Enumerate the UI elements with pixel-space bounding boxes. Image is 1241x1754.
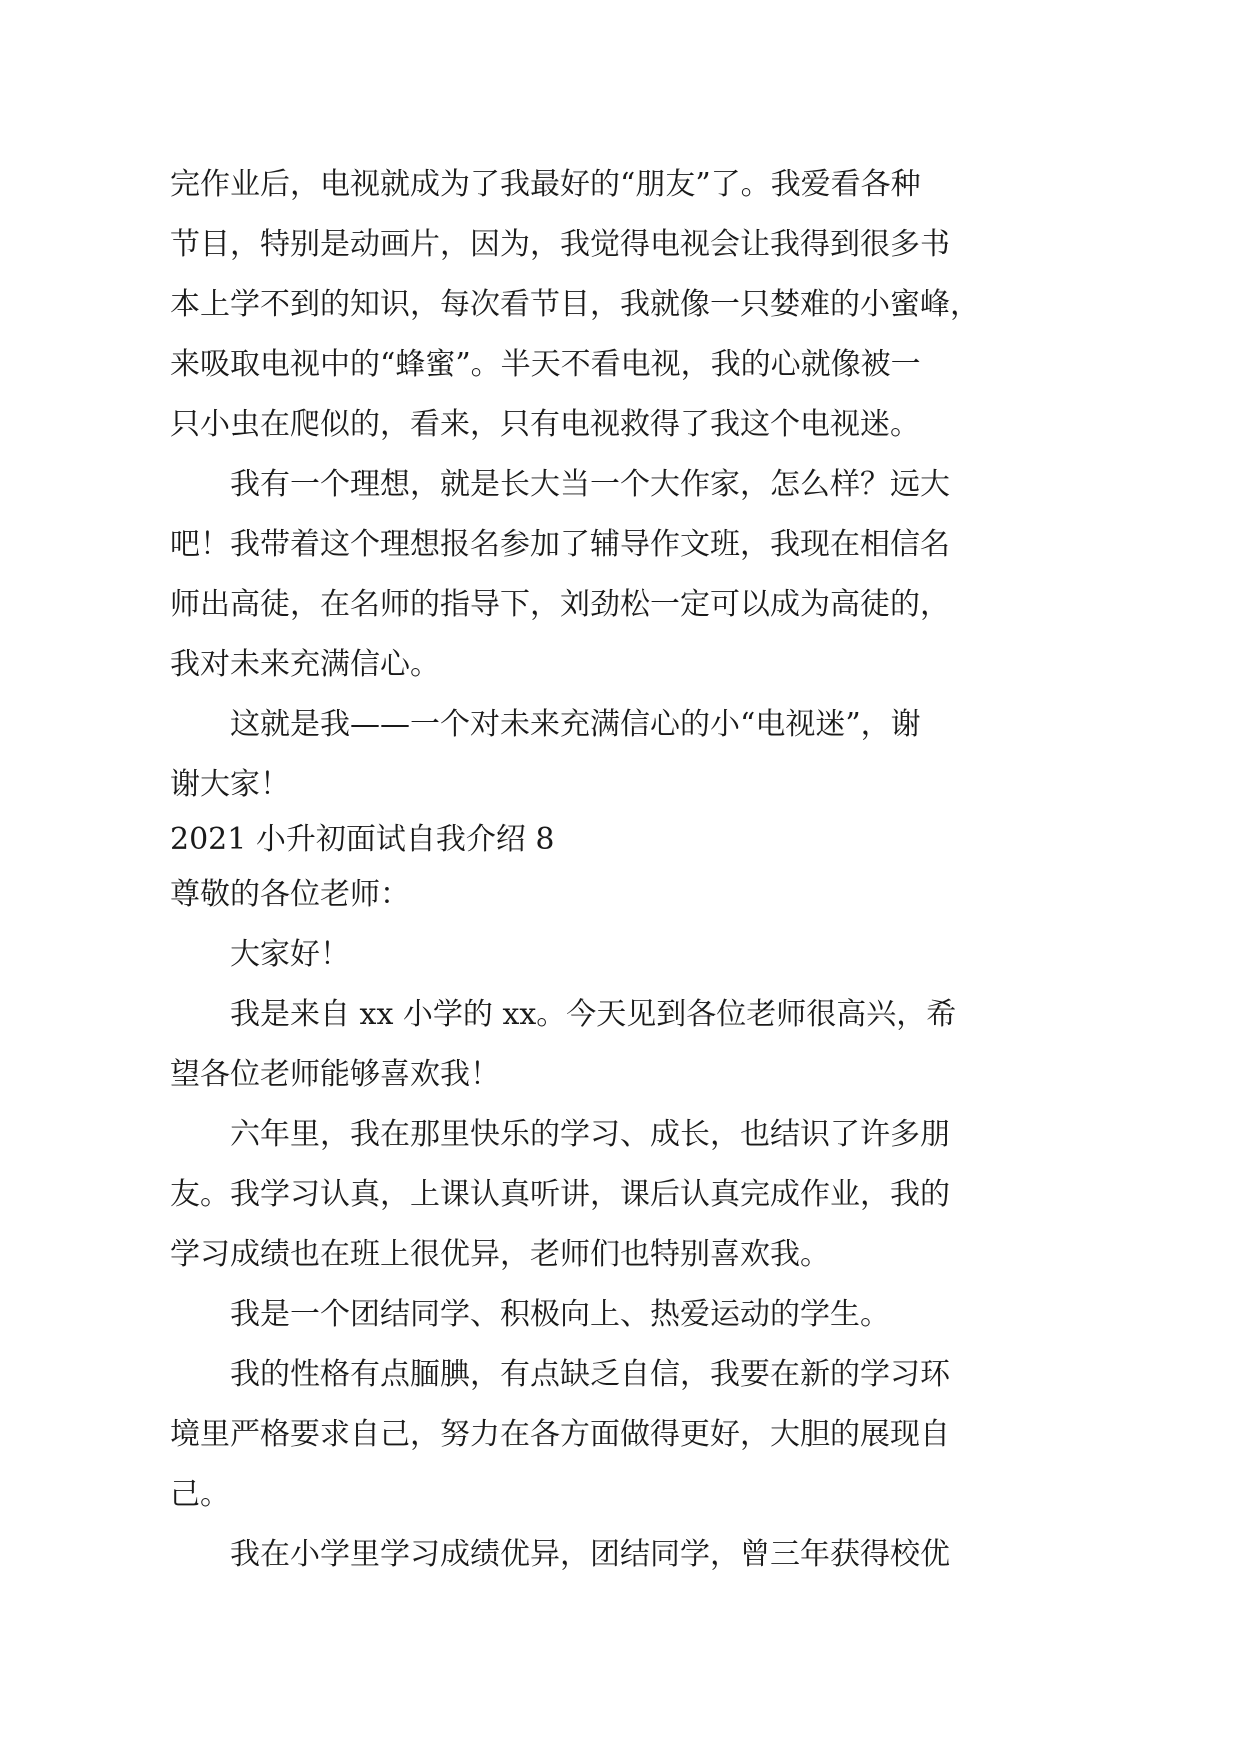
paragraph-line: 大家好！ <box>230 937 350 972</box>
paragraph-line: 我是来自 xx 小学的 xx。今天见到各位老师很高兴，希 <box>230 997 957 1032</box>
paragraph-line: 我的性格有点腼腆，有点缺乏自信，我要在新的学习环 <box>230 1357 950 1392</box>
paragraph-line: 来吸取电视中的“蜂蜜”。半天不看电视，我的心就像被一 <box>170 347 921 382</box>
paragraph-line: 学习成绩也在班上很优异，老师们也特别喜欢我。 <box>170 1237 830 1272</box>
paragraph-line: 只小虫在爬似的，看来，只有电视救得了我这个电视迷。 <box>170 407 920 442</box>
paragraph-line: 我对未来充满信心。 <box>170 647 440 682</box>
paragraph-line: 境里严格要求自己，努力在各方面做得更好，大胆的展现自 <box>170 1417 950 1452</box>
paragraph-line: 师出高徒，在名师的指导下，刘劲松一定可以成为高徒的， <box>170 587 950 622</box>
paragraph-line: 己。 <box>170 1477 230 1512</box>
paragraph-line: 望各位老师能够喜欢我！ <box>170 1057 500 1092</box>
paragraph-line: 吧！我带着这个理想报名参加了辅导作文班，我现在相信名 <box>170 527 950 562</box>
section-title: 2021 小升初面试自我介绍 8 <box>170 822 555 857</box>
paragraph-line: 完作业后，电视就成为了我最好的“朋友”了。我爱看各种 <box>170 167 921 202</box>
paragraph-line: 我在小学里学习成绩优异，团结同学，曾三年获得校优 <box>230 1537 950 1572</box>
paragraph-line: 本上学不到的知识，每次看节目，我就像一只婪难的小蜜峰， <box>170 287 980 322</box>
paragraph-line: 我有一个理想，就是长大当一个大作家，怎么样？远大 <box>230 467 950 502</box>
paragraph-line: 谢大家！ <box>170 767 290 802</box>
paragraph-line: 六年里，我在那里快乐的学习、成长，也结识了许多朋 <box>230 1117 950 1152</box>
salutation: 尊敬的各位老师： <box>170 877 410 912</box>
paragraph-line: 这就是我——一个对未来充满信心的小“电视迷”，谢 <box>230 707 921 742</box>
paragraph-line: 我是一个团结同学、积极向上、热爱运动的学生。 <box>230 1297 890 1332</box>
paragraph-line: 节目，特别是动画片，因为，我觉得电视会让我得到很多书 <box>170 227 950 262</box>
paragraph-line: 友。我学习认真，上课认真听讲，课后认真完成作业，我的 <box>170 1177 950 1212</box>
